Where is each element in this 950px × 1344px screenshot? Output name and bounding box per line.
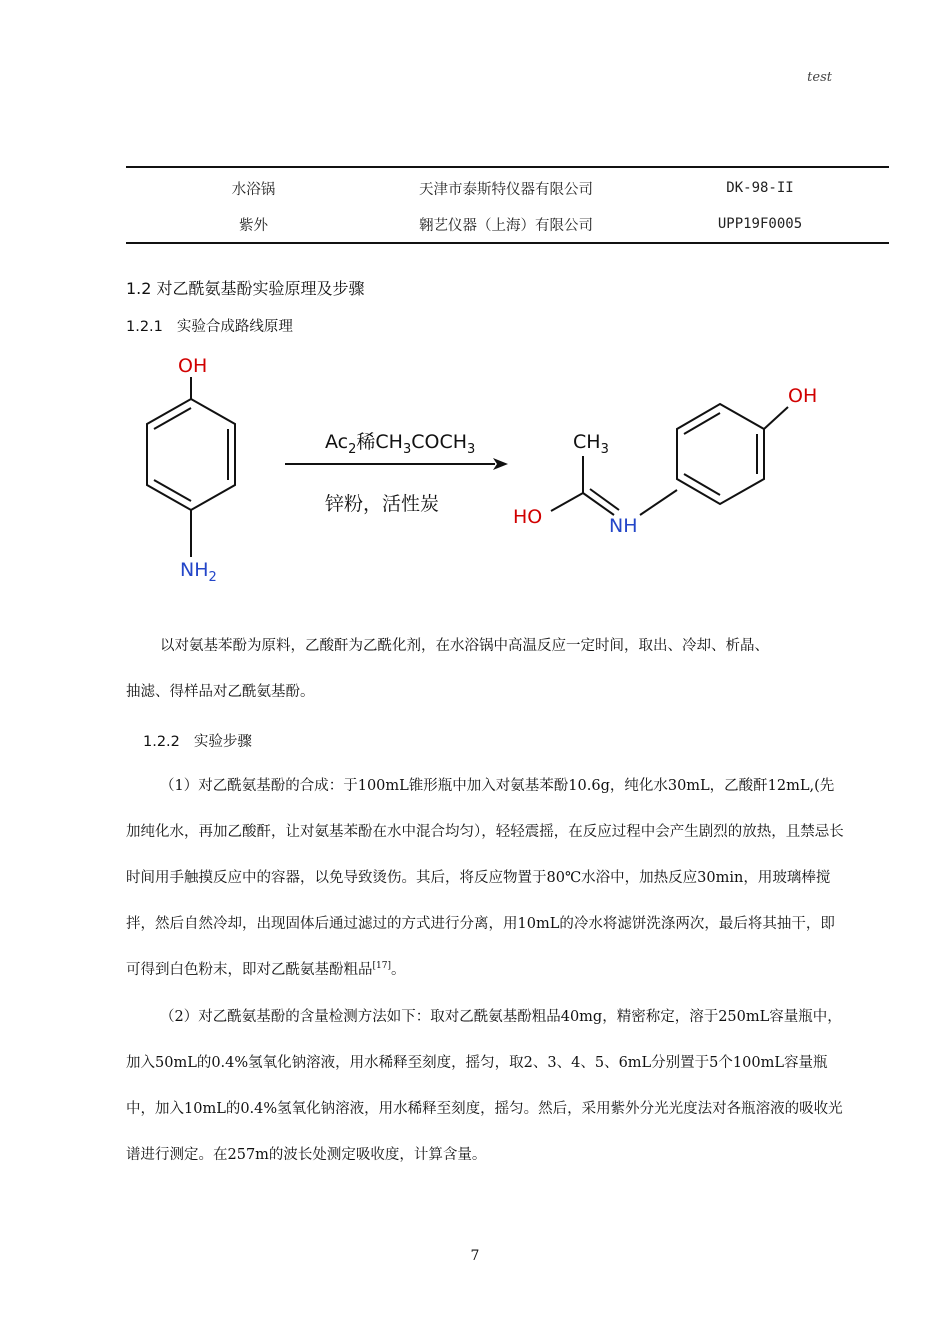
section-heading-1-2-2 (143, 730, 252, 751)
paragraph-synthesis (126, 763, 846, 993)
page-header-text: test (807, 70, 832, 85)
equipment-name: 水浴锅 (231, 181, 276, 198)
section-title: 对乙酰氨基酚实验原理及步骤 (156, 279, 365, 298)
section-heading-1-2-1 (126, 315, 293, 336)
section-heading-1-2 (126, 276, 365, 299)
equipment-maker: 翱艺仪器（上海）有限公司 (419, 217, 593, 234)
reaction-scheme (120, 345, 840, 590)
reactant-oh-label: OH (178, 355, 208, 377)
reaction-condition-label: 锌粉，活性炭 (325, 493, 440, 515)
reagent-label: $Ac_2$稀$CH_3COCH_3$ (325, 431, 476, 457)
page-number: 7 (470, 1248, 480, 1264)
section-number: 1.2.2 (143, 734, 180, 750)
product-oh-label: OH (788, 385, 818, 407)
reaction-arrow (285, 458, 508, 470)
product-paracetamol (551, 404, 788, 515)
product-nh-label: NH (609, 515, 638, 537)
paragraph-end: 。 (390, 962, 406, 978)
equipment-name: 紫外 (239, 217, 268, 234)
citation-ref: [17] (372, 961, 391, 972)
table-row (126, 170, 889, 206)
paragraph-line: 抽滤、得样品对乙酰氨基酚。 (126, 684, 315, 700)
equipment-model: DK-98-II (726, 180, 794, 196)
product-ch3-label: $CH_3$ (573, 431, 609, 457)
table-row (126, 206, 889, 242)
paragraph-text: （1）对乙酰氨基酚的合成：于100mL锥形瓶中加入对氨基苯酚10.6g，纯化水30mL，乙酸酐12mL,(先加纯化水，再加乙酸酐，让对氨基苯酚在水中混合均匀），轻轻震摇，在反应过程中会产生剧烈的放热，且禁忌长时间用手触摸反应中的容器，以免导致烫伤。其后，将反应物置于80℃水浴中，加热反应30min，用玻璃棒搅拌，然后自然冷却，出现固体后通过滤过的方式进行分离，用10mL的冷水将滤饼洗涤两次，最后将其抽干，即可得到白色粉末，即对乙酰氨基酚粗品 (126, 778, 844, 978)
reactant-4-aminophenol (147, 377, 235, 557)
section-title: 实验合成路线原理 (176, 319, 293, 335)
paragraph-line: 以对氨基苯酚为原料，乙酸酐为乙酰化剂，在水浴锅中高温反应一定时间，取出、冷却、析晶、 (160, 638, 769, 654)
section-title: 实验步骤 (193, 734, 252, 750)
equipment-model: UPP19F0005 (717, 216, 803, 232)
reactant-nh2-label: $NH_2$ (180, 559, 217, 585)
product-ho-label: HO (513, 506, 543, 528)
paragraph-content-test: （2）对乙酰氨基酚的含量检测方法如下：取对乙酰氨基酚粗品40mg，精密称定，溶于250mL容量瓶中，加入50mL的0.4%氢氧化钠溶液，用水稀释至刻度，摇匀，取2、3、4、5、6mL分别置于5个100mL容量瓶中，加入10mL的0.4%氢氧化钠溶液，用水稀释至刻度，摇匀。然后，采用紫外分光光度法对各瓶溶液的吸收光谱进行测定。在257m的波长处测定吸收度，计算含量。 (126, 1009, 843, 1163)
equipment-table (126, 166, 889, 244)
section-number: 1.2.1 (126, 319, 163, 335)
paragraph-principle (126, 623, 846, 715)
section-number: 1.2 (126, 279, 152, 298)
equipment-maker: 天津市泰斯特仪器有限公司 (419, 181, 593, 198)
